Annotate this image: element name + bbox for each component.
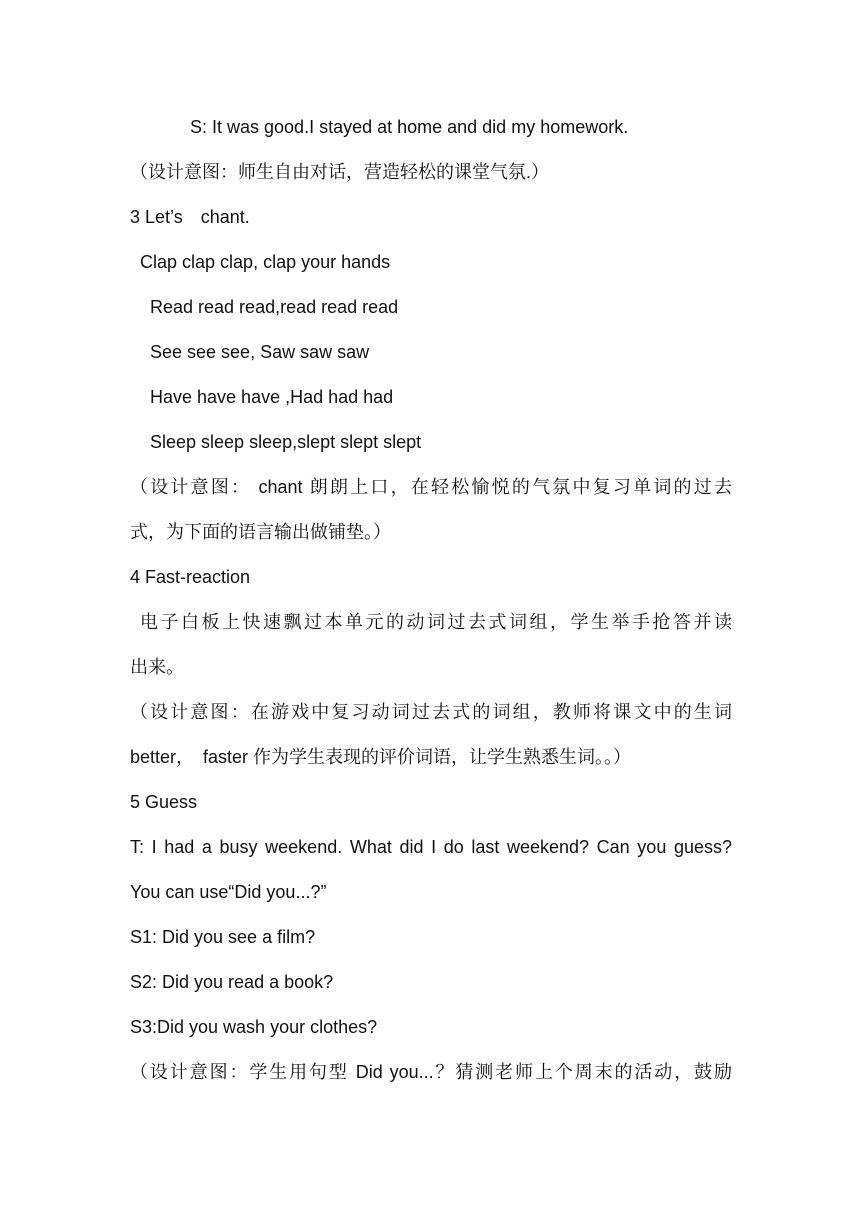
design-intent-note-2-line-1: （设计意图： chant 朗朗上口，在轻松愉悦的气氛中复习单词的过去 <box>130 477 732 497</box>
design-intent-note-3-line-1: （设计意图：在游戏中复习动词过去式的词组，教师将课文中的生词 <box>130 702 732 722</box>
student-question-2: S2: Did you read a book? <box>130 972 334 992</box>
dialogue-line-s-reply: S: It was good.I stayed at home and did my homework. <box>190 117 629 137</box>
chant-line-2: Read read read,read read read <box>150 297 399 317</box>
student-question-1: S1: Did you see a film? <box>130 927 316 947</box>
design-intent-note-4-line-1: （设计意图：学生用句型 Did you...？猜测老师上个周末的活动，鼓励 <box>130 1062 732 1082</box>
design-intent-note-1: （设计意图：师生自由对话，营造轻松的课堂气氛.） <box>130 162 549 182</box>
chant-line-3: See see see, Saw saw saw <box>150 342 370 362</box>
design-intent-note-3-line-2: better， faster 作为学生表现的评价词语，让学生熟悉生词。。） <box>130 747 632 767</box>
section-heading-fast-reaction: 4 Fast-reaction <box>130 567 251 587</box>
chant-line-1: Clap clap clap, clap your hands <box>140 252 391 272</box>
section-heading-chant: 3 Let’s chant. <box>130 207 250 227</box>
design-intent-note-2-line-2: 式，为下面的语言输出做铺垫。） <box>130 522 391 542</box>
student-question-3: S3:Did you wash your clothes? <box>130 1017 378 1037</box>
guess-teacher-line-2: You can use“Did you...?” <box>130 882 327 902</box>
chant-line-5: Sleep sleep sleep,slept slept slept <box>150 432 422 452</box>
fast-reaction-description-line-1: 电子白板上快速飘过本单元的动词过去式词组，学生举手抢答并读 <box>140 612 732 632</box>
chant-line-4: Have have have ,Had had had <box>150 387 394 407</box>
section-heading-guess: 5 Guess <box>130 792 198 812</box>
guess-teacher-line-1: T: I had a busy weekend. What did I do last weekend? Can you guess? <box>130 837 732 857</box>
fast-reaction-description-line-2: 出来。 <box>130 657 184 677</box>
